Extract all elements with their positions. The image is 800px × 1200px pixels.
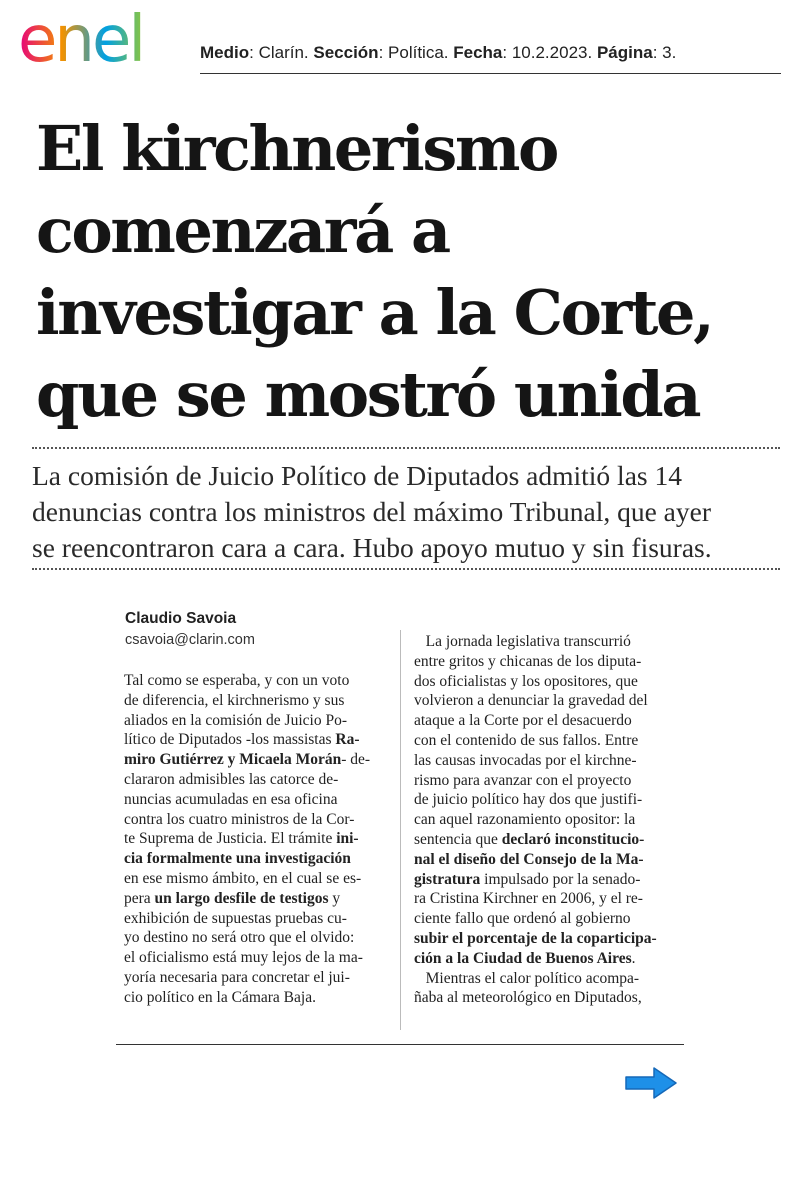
article-line bbox=[414, 870, 657, 890]
bold-text: nal el diseño del Consejo de la Ma- bbox=[414, 850, 644, 868]
article-line bbox=[124, 810, 370, 830]
article-line bbox=[414, 929, 657, 949]
article-line bbox=[414, 751, 657, 771]
article-line bbox=[414, 711, 657, 731]
source-metadata: Medio: Clarín. Sección: Política. Fecha: 10.2.2023. Página: 3. bbox=[200, 43, 677, 62]
arrow-right-icon[interactable] bbox=[624, 1066, 678, 1100]
article-line bbox=[414, 909, 657, 929]
article-column-2 bbox=[414, 632, 657, 1008]
text-run: de juicio político hay dos que justifi- bbox=[414, 791, 643, 809]
headline-line: comenzará a bbox=[36, 194, 449, 267]
article-line bbox=[124, 889, 370, 909]
text-run: ciente fallo que ordenó al gobierno bbox=[414, 910, 631, 928]
text-run: en ese mismo ámbito, en el cual se es- bbox=[124, 869, 362, 887]
pagina-label: Página bbox=[596, 43, 653, 62]
article-line bbox=[414, 672, 657, 692]
article-line bbox=[414, 691, 657, 711]
bold-text: ini- bbox=[336, 830, 359, 848]
text-run: yoría necesaria para concretar el jui- bbox=[124, 968, 350, 986]
article-line bbox=[124, 849, 370, 869]
text-run: clararon admisibles las catorce de- bbox=[124, 770, 339, 788]
text-run: impulsado por la senado- bbox=[480, 870, 641, 888]
text-run: can aquel razonamiento opositor: la bbox=[414, 811, 636, 829]
text-run: - de- bbox=[341, 751, 371, 769]
article-column-1 bbox=[124, 671, 370, 1008]
article-line bbox=[414, 652, 657, 672]
article-line bbox=[414, 988, 657, 1008]
article-line bbox=[414, 632, 657, 652]
text-run: rismo para avanzar con el proyecto bbox=[414, 771, 632, 789]
fecha-label: Fecha bbox=[453, 43, 503, 62]
article-line bbox=[124, 770, 370, 790]
headline bbox=[36, 108, 786, 436]
text-run: te Suprema de Justicia. El trámite bbox=[124, 830, 337, 848]
text-run: ra Cristina Kirchner en 2006, y el re- bbox=[414, 890, 643, 908]
article-line bbox=[124, 711, 370, 731]
logo-text: enel bbox=[18, 6, 144, 66]
article-line bbox=[124, 869, 370, 889]
article-line bbox=[124, 909, 370, 929]
pagina-value: 3. bbox=[662, 43, 677, 62]
bold-text: ción a la Ciudad de Buenos Aires bbox=[414, 949, 632, 967]
text-run: dos oficialistas y los opositores, que bbox=[414, 672, 638, 690]
article-line bbox=[414, 731, 657, 751]
article-line bbox=[414, 850, 657, 870]
article-line bbox=[414, 969, 657, 989]
article-line bbox=[124, 988, 370, 1008]
author-name: Claudio Savoia bbox=[125, 610, 237, 627]
article-end-rule bbox=[116, 1044, 684, 1045]
article-line bbox=[124, 671, 370, 691]
text-run: yo destino no será otro que el olvido: bbox=[124, 929, 355, 947]
header-divider bbox=[200, 73, 781, 74]
text-run: nuncias acumuladas en esa oficina bbox=[124, 790, 338, 808]
medio-label: Medio bbox=[200, 43, 250, 62]
article-line bbox=[414, 949, 657, 969]
bold-text: cia formalmente una investigación bbox=[124, 850, 351, 868]
headline-line: El kirchnerismo bbox=[36, 112, 558, 185]
text-run: lítico de Diputados -los massistas bbox=[124, 731, 336, 749]
headline-line: investigar a la Corte, bbox=[36, 276, 713, 349]
text-run: sentencia que bbox=[414, 830, 502, 848]
bold-text: Ra- bbox=[335, 731, 360, 749]
text-run: cio político en la Cámara Baja. bbox=[124, 988, 316, 1006]
text-run: ataque a la Corte por el desacuerdo bbox=[414, 712, 632, 730]
author-email: csavoia@clarin.com bbox=[125, 632, 255, 648]
article-line bbox=[414, 790, 657, 810]
article-line bbox=[414, 830, 657, 850]
text-run: contra los cuatro ministros de la Cor- bbox=[124, 810, 355, 828]
subheadline bbox=[32, 458, 780, 566]
text-run: Mientras el calor político acompa- bbox=[414, 969, 640, 987]
seccion-value: Política. bbox=[388, 43, 449, 62]
bold-text: un largo desfile de testigos bbox=[154, 889, 329, 907]
column-divider bbox=[400, 630, 401, 1030]
dotted-divider-bottom bbox=[32, 568, 780, 570]
seccion-label: Sección bbox=[313, 43, 379, 62]
text-run: el oficialismo está muy lejos de la ma- bbox=[124, 949, 363, 967]
article-line bbox=[124, 928, 370, 948]
article-line bbox=[414, 810, 657, 830]
bold-text: subir el porcentaje de la coparticipa- bbox=[414, 929, 657, 947]
article-line bbox=[124, 730, 370, 750]
subhead-line: se reencontraron cara a cara. Hubo apoyo mutuo y sin fisuras. bbox=[32, 532, 712, 563]
article-line bbox=[124, 829, 370, 849]
subhead-line: La comisión de Juicio Político de Diputados admitió las 14 bbox=[32, 460, 682, 491]
article-line bbox=[124, 968, 370, 988]
enel-logo bbox=[18, 6, 180, 66]
subhead-line: denuncias contra los ministros del máximo Tribunal, que ayer bbox=[32, 496, 711, 527]
text-run: con el contenido de sus fallos. Entre bbox=[414, 731, 639, 749]
text-run: ñaba al meteorológico en Diputados, bbox=[414, 989, 642, 1007]
bold-text: declaró inconstitucio- bbox=[501, 830, 645, 848]
medio-value: Clarín. bbox=[258, 43, 309, 62]
article-line bbox=[124, 691, 370, 711]
text-run: . bbox=[631, 949, 636, 967]
bold-text: miro Gutiérrez y Micaela Morán bbox=[124, 751, 342, 769]
text-run: entre gritos y chicanas de los diputa- bbox=[414, 652, 642, 670]
article-line bbox=[124, 750, 370, 770]
text-run: aliados en la comisión de Juicio Po- bbox=[124, 711, 347, 729]
text-run: volvieron a denunciar la gravedad del bbox=[414, 692, 648, 710]
text-run: Tal como se esperaba, y con un voto bbox=[124, 672, 350, 689]
bold-text: gistratura bbox=[414, 870, 481, 888]
headline-line: que se mostró unida bbox=[36, 358, 700, 431]
text-run: pera bbox=[124, 889, 155, 907]
fecha-value: 10.2.2023. bbox=[511, 43, 593, 62]
article-line bbox=[414, 771, 657, 791]
text-run: y bbox=[328, 889, 341, 907]
article-line bbox=[414, 889, 657, 909]
dotted-divider-top bbox=[32, 447, 780, 449]
text-run: La jornada legislativa transcurrió bbox=[414, 633, 631, 650]
article-line bbox=[124, 948, 370, 968]
text-run: las causas invocadas por el kirchne- bbox=[414, 751, 637, 769]
text-run: exhibición de supuestas pruebas cu- bbox=[124, 909, 347, 927]
article-line bbox=[124, 790, 370, 810]
text-run: de diferencia, el kirchnerismo y sus bbox=[124, 691, 345, 709]
